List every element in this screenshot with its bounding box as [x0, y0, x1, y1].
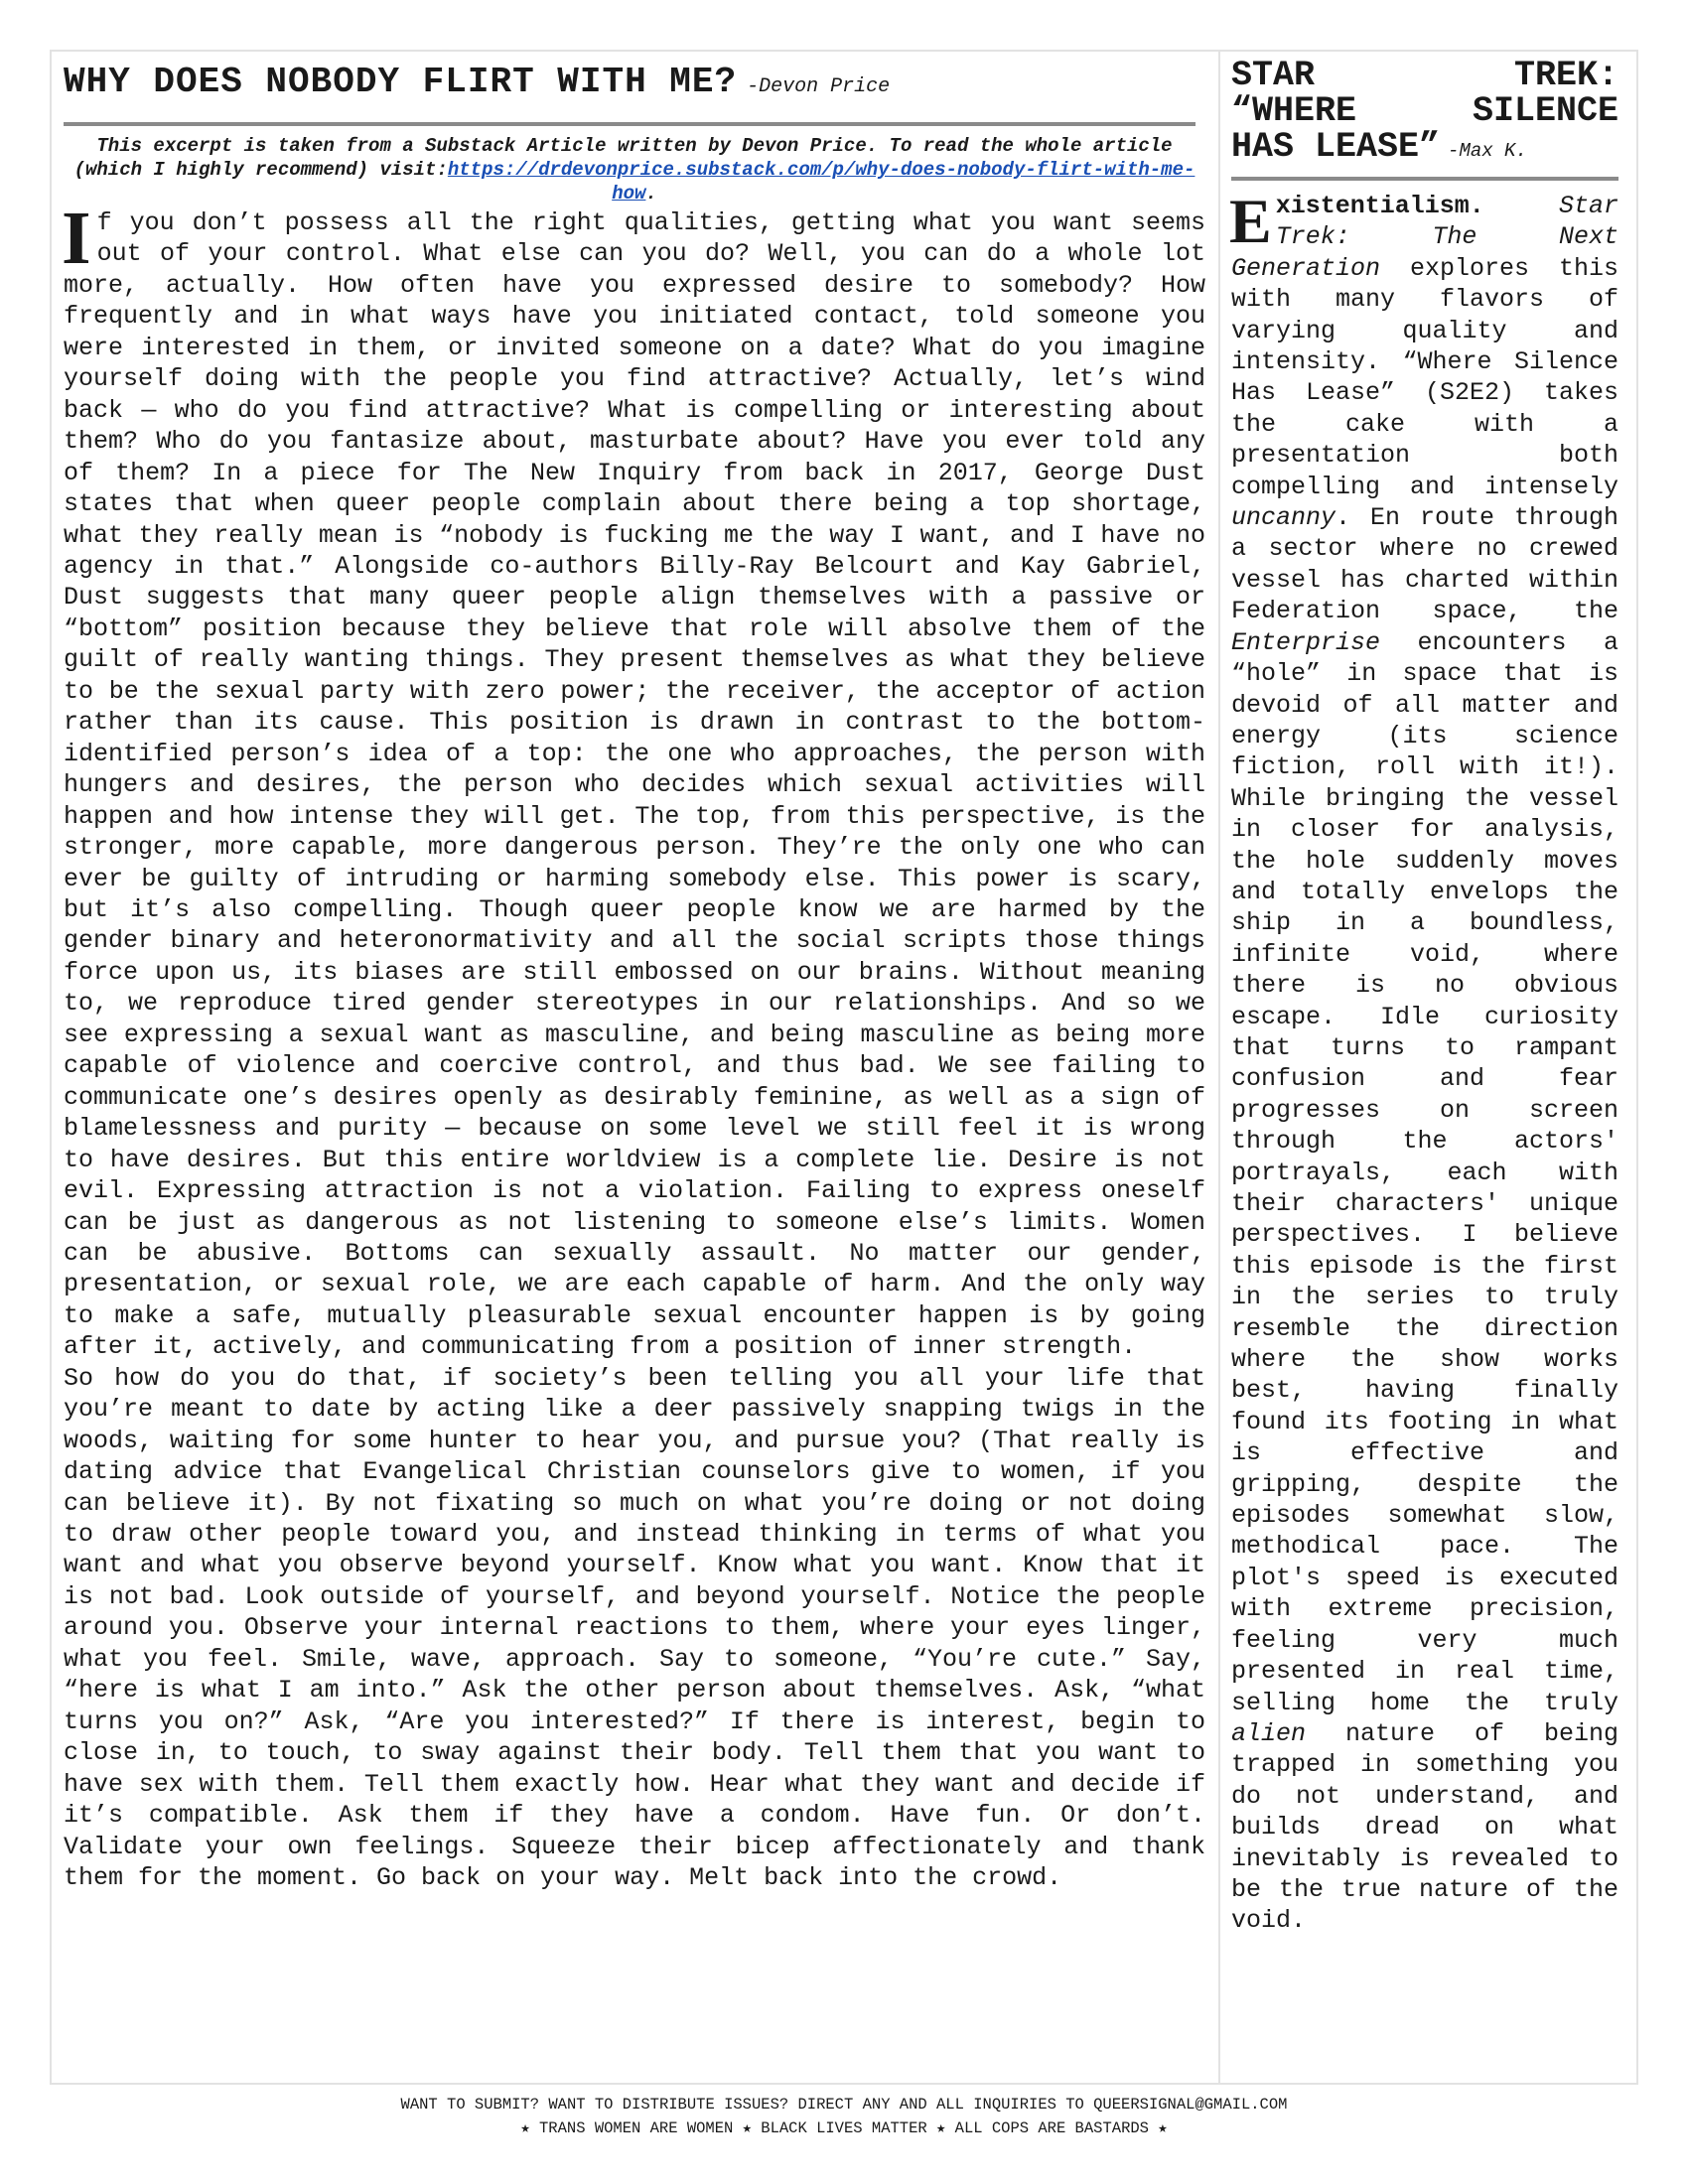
right-article-body: [1229, 186, 1618, 1937]
title-word-star: STAR: [1231, 56, 1316, 95]
emph-uncanny: uncanny: [1231, 503, 1336, 533]
right-dropcap: E: [1229, 186, 1272, 256]
title-word-where: “WHERE: [1231, 91, 1357, 131]
right-text-1: explores this with many flavors of varying quality and intensity. “Where Silence Has Lease” (S2E2) takes the cake with a presentation both compelling and intensely: [1231, 253, 1618, 501]
right-text-2: . En route through a sector where no crewed vessel has charted within Federation space, the: [1231, 503, 1618, 626]
title-words-has-lease: HAS LEASE”: [1231, 127, 1441, 167]
show-title: Star Trek: The Next Generation: [1231, 192, 1618, 283]
title-word-silence: SILENCE: [1472, 91, 1618, 131]
right-title-row-1: [1231, 58, 1618, 93]
right-title-rule: [1231, 177, 1618, 181]
right-title-row-2: [1231, 93, 1618, 129]
left-paragraph-1: [62, 197, 1205, 1363]
intro-text: This excerpt is taken from a Substack Article written by Devon Price. To read the whole article (which I highly recommend) visit:: [73, 135, 1173, 181]
ship-name: Enterprise: [1231, 627, 1381, 657]
footer-slogan-line: ★ TRANS WOMEN ARE WOMEN ★ BLACK LIVES MATTER ★ ALL COPS ARE BASTARDS ★: [520, 2119, 1168, 2137]
left-article-byline: -Devon Price: [747, 75, 891, 98]
left-article-body: [62, 197, 1205, 1893]
right-text-4: nature of being trapped in something you do not understand, and builds dread on what inevitably is revealed to be the true nature of the void.: [1231, 1718, 1618, 1936]
left-paragraph-1-text: f you don’t possess all the right qualities, getting what you want seems out of your control. What else can you do? Well, you can do a whole lot more, actually. How often have you expressed desire to somebody? How frequently and in what ways have you initiated contact, told someone you were interested in them, or invited someone on a date? What do you imagine yourself doing with the people you find attractive? Actually, let’s wind back — who do you find attractive? What is compelling or interesting about them? Who do you fantasize about, masturbate about? Have you ever told any of them? In a piece for The New Inquiry from back in 2017, George Dust states that when queer people complain about there being a top shortage, what they really mean is “nobody is fucking me the way I want, and I have no agency in that.” Alongside co-authors Billy-Ray Belcourt and Kay Gabriel, Dust suggests that many queer people align themselves with a passive or “bottom” position because they believe that role will absolve them of the guilt of really wanting things. They present themselves as what they believe to be the sexual party with zero power; the receiver, the acceptor of action rather than its cause. This position is drawn in contrast to the bottom-identified person’s idea of a top: the one who approaches, the person with hungers and desires, the person who decides which sexual activities will happen and how intense they will get. The top, from this perspective, is the stronger, more capable, more dangerous person. They’re the only one who can ever be guilty of intruding or harming somebody else. This power is scary, but it’s also compelling. Though queer people know we are harmed by the gender binary and heteronormativity and all the social scripts those things force upon us, its biases are still embossed on our brains. Without meaning to, we reproduce tired gender stereotypes in our relationships. And so we see expressing a sexual want as masculine, and being masculine as being more capable of violence and coercive control, and thus bad. We see failing to communicate one’s desires openly as desirably feminine, as well as a sign of blamelessness and purity — because on some level we still feel it is wrong to have desires. But this entire worldview is a complete lie. Desire is not evil. Expressing attraction is not a violation. Failing to express oneself can be just as dangerous as not listening to someone else’s limits. Women can be abusive. Bottoms can sexually assault. No matter our gender, presentation, or sexual role, we are each capable of harm. And the only way to make a safe, mutually pleasurable sexual encounter happen is by going after it, actively, and communicating from a position of inner strength.: [64, 208, 1205, 1362]
column-divider: [1218, 52, 1220, 2083]
right-article-title: [1231, 58, 1618, 169]
left-article-header: [64, 58, 1205, 112]
left-article-intro: [64, 134, 1205, 205]
intro-end: .: [645, 183, 657, 205]
left-article: [64, 58, 1205, 1893]
left-paragraph-2: So how do you do that, if society’s been telling you all your life that you’re meant to date by acting like a deer passively snapping twigs in the woods, waiting for some hunter to hear you, and pursue you? (That really is dating advice that Evangelical Christian counselors give to women, if you can believe it). By not fixating so much on what you’re doing or not doing to draw other people toward you, and instead thinking in terms of what you want and what you observe beyond yourself. Know what you want. Know that it is not bad. Look outside of yourself, and beyond yourself. Notice the people around you. Observe your internal reactions to them, where your eyes linger, what you feel. Smile, wave, approach. Say to someone, “You’re cute.” Say, “here is what I am into.” Ask the other person about themselves. Ask, “what turns you on?” Ask, “Are you interested?” If there is interest, begin to close in, to touch, to sway against their body. Tell them that you want to have sex with them. Tell them exactly how. Hear what they want and decide if it’s compatible. Ask them if they have a condom. Have fun. Or don’t. Validate your own feelings. Squeeze their bicep affectionately and thank them for the moment. Go back on your way. Melt back into the crowd.: [64, 1363, 1205, 1893]
footer-submit-line: WANT TO SUBMIT? WANT TO DISTRIBUTE ISSUES? DIRECT ANY AND ALL INQUIRIES TO QUEERSIGNAL@GMAIL.COM: [400, 2096, 1288, 2114]
left-title-rule: [64, 122, 1196, 126]
right-title-row-3: [1231, 129, 1618, 169]
right-text-3: encounters a “hole” in space that is devoid of all matter and energy (its science fiction, roll with it!). While bringing the vessel in closer for analysis, the hole suddenly moves and totally envelops the ship in a boundless, infinite void, where there is no obvious escape. Idle curiosity that turns to rampant confusion and fear progresses on screen through the actors' portrayals, each with their characters' unique perspectives. I believe this episode is the first in the series to truly resemble the direction where the show works best, having finally found its footing in what is effective and gripping, despite the episodes somewhat slow, methodical pace. The plot's speed is executed with extreme precision, feeling very much presented in real time, selling home the truly: [1231, 627, 1618, 1717]
emph-alien: alien: [1231, 1718, 1307, 1748]
right-article-byline: -Max K.: [1448, 140, 1527, 162]
right-lead-word: xistentialism.: [1275, 192, 1484, 220]
right-article: [1231, 58, 1618, 1937]
substack-article-link[interactable]: https://drdevonprice.substack.com/p/why-does-nobody-flirt-with-me-how: [447, 159, 1196, 205]
page-footer: [50, 2093, 1638, 2140]
title-word-trek: TREK:: [1513, 56, 1618, 95]
left-dropcap: I: [62, 197, 91, 280]
left-article-title: WHY DOES NOBODY FLIRT WITH ME?: [64, 62, 738, 102]
